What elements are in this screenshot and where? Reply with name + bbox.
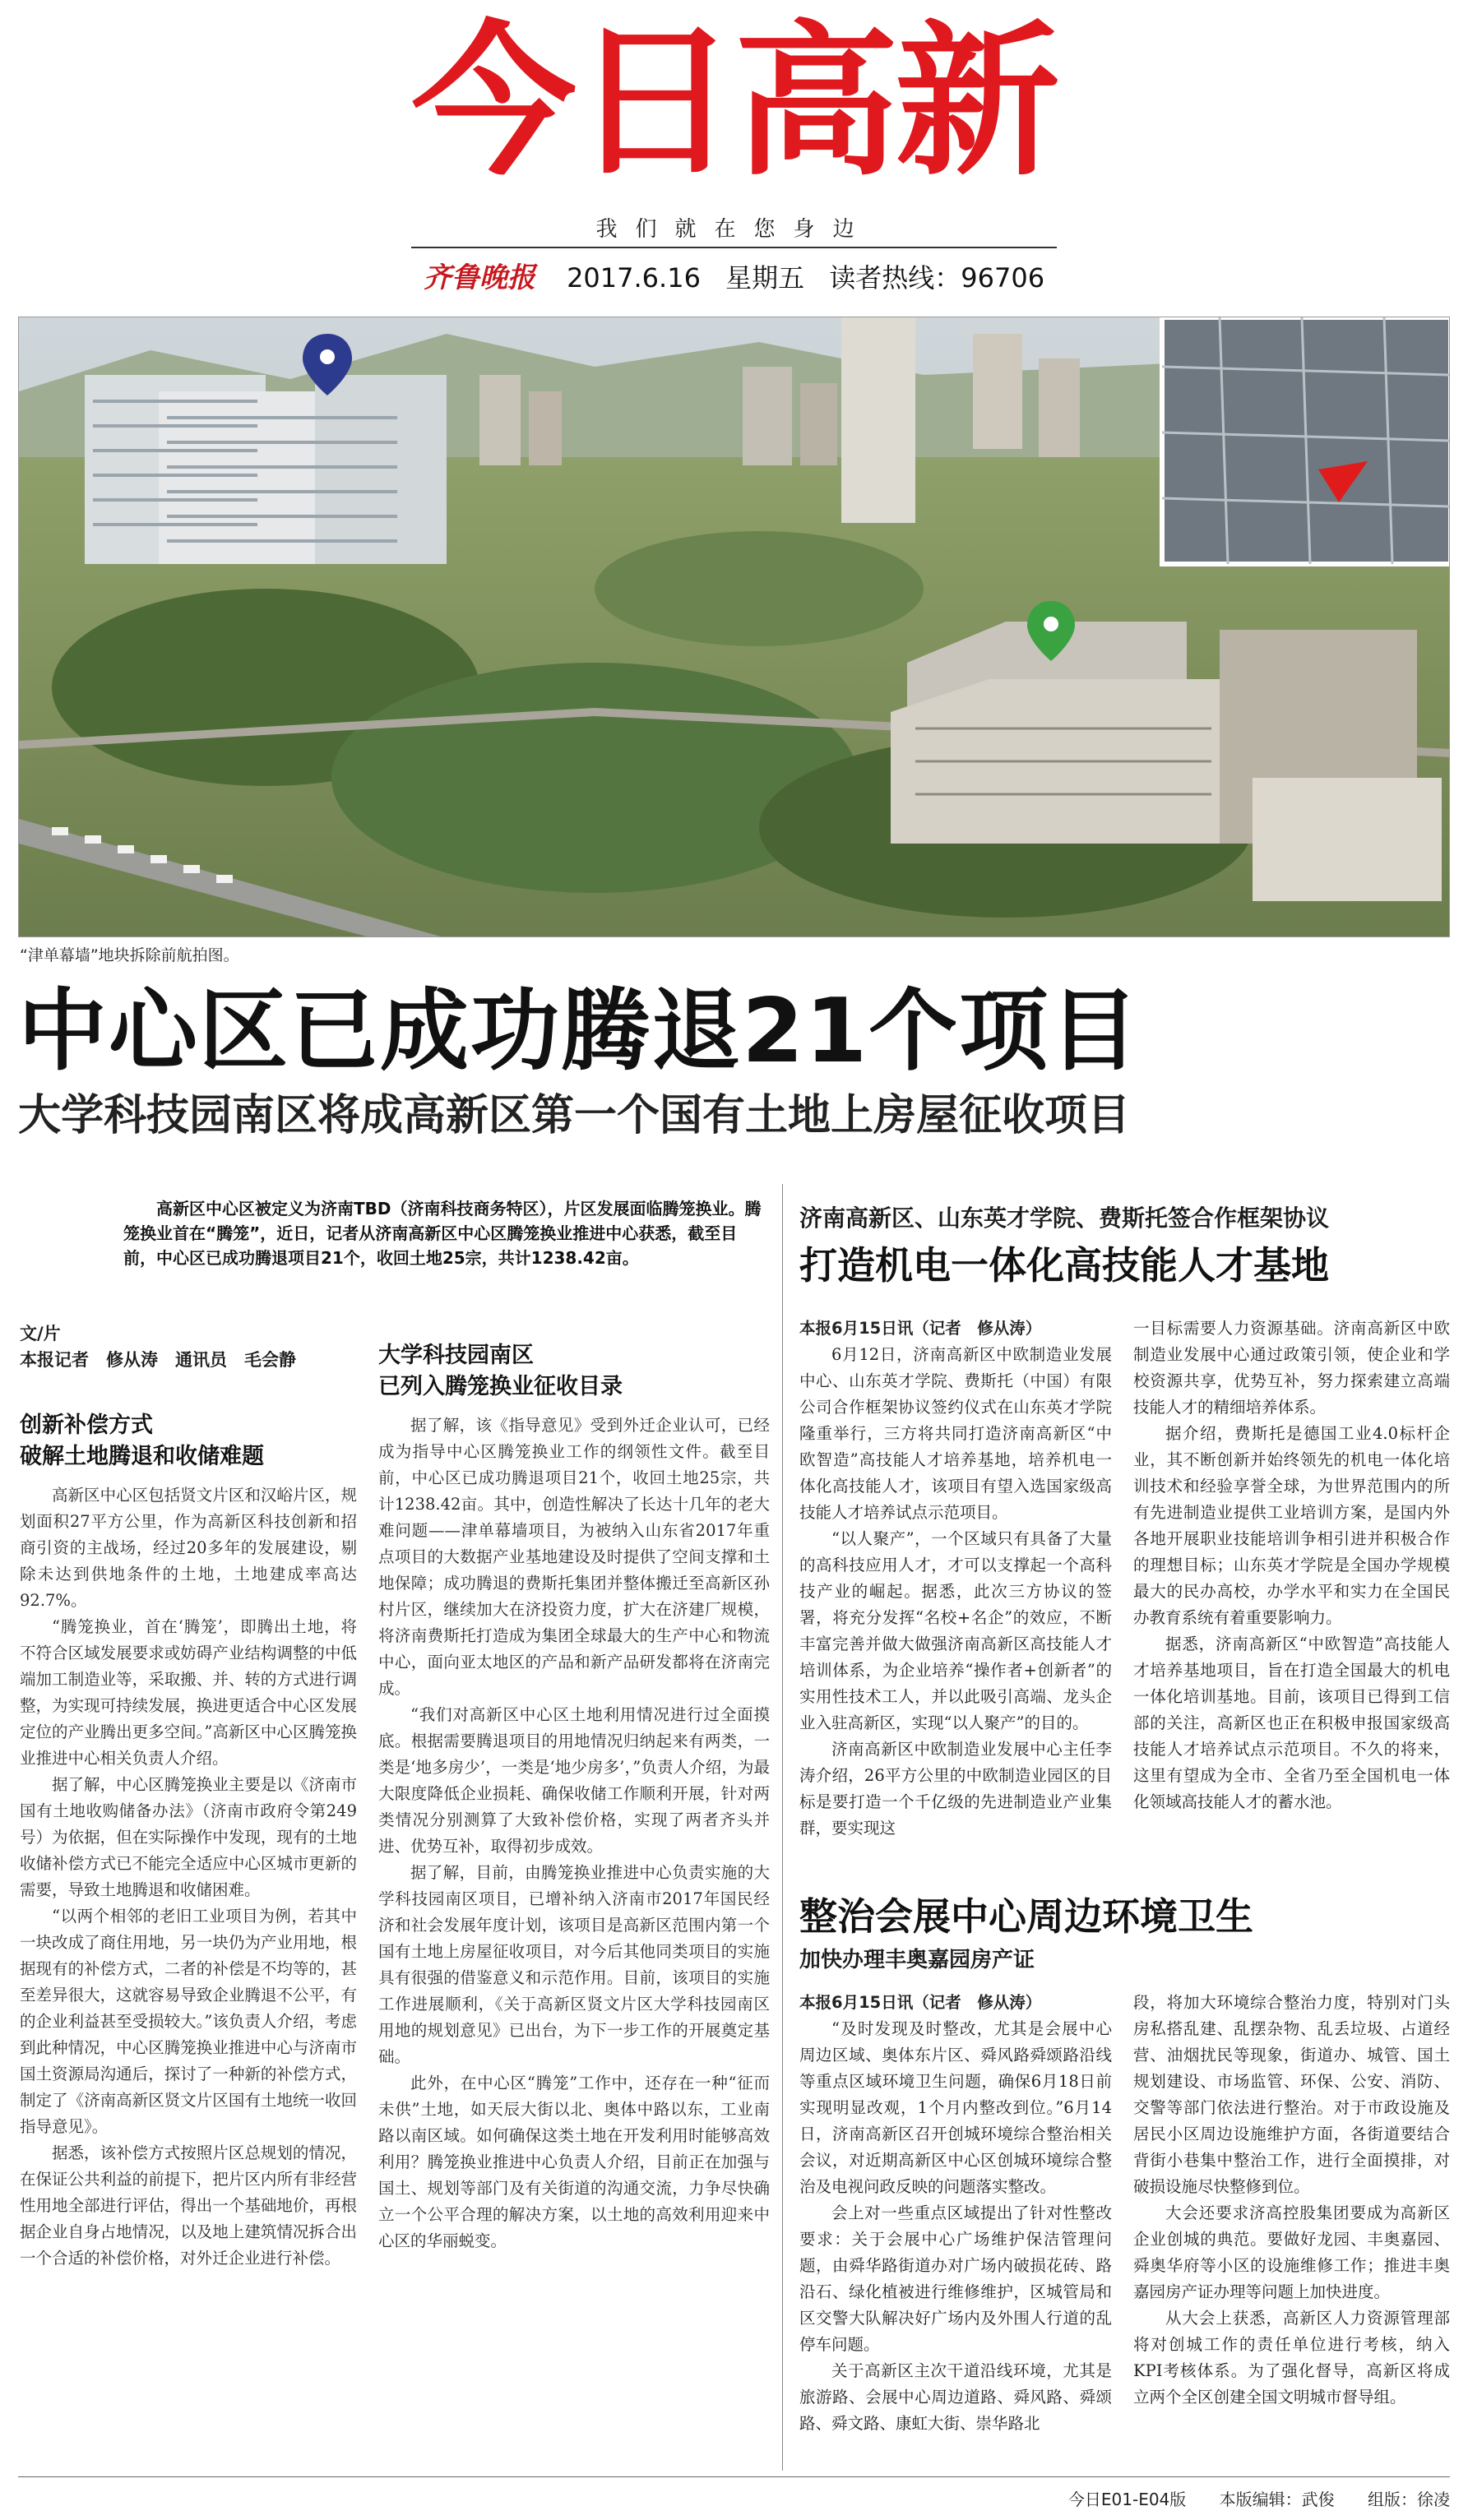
- issue-weekday: 星期五: [725, 262, 805, 294]
- article3-lead-paragraph: [799, 1990, 1112, 2016]
- section1-paragraph: 高新区中心区包括贤文片区和汉峪片区，规划面积27平方公里，作为高新区科技创新和招商引资的主战场，经过20多年的发展建设，剔除未达到供地条件的土地，土地建成率高达92.7%。: [20, 1486, 357, 1610]
- footer-rule: [18, 2476, 1450, 2477]
- section1-paragraph: 据悉，该补偿方式按照片区总规划的情况，在保证公共利益的前提下，把片区内所有非经营性用地全部进行评估，得出一个基础地价，再根据企业自身占地情况，以及地上建筑情况拆合出一个合适的补偿价格，对外迁企业进行补偿。: [20, 2143, 357, 2268]
- article2-paragraph: 6月12日，济南高新区中欧制造业发展中心、山东英才学院、费斯托（中国）有限公司合作框架协议签约仪式在山东英才学院隆重举行，三方将共同打造济南高新区“中欧智造”高技能人才培养基地，培养机电一体化高技能人才，该项目有望入选国家级高技能人才培养试点示范项目。: [799, 1345, 1112, 1522]
- article-column-1: [20, 1410, 357, 2475]
- article3-paragraph: 段，将加大环境综合整治力度，特别对门头房私搭乱建、乱摆杂物、乱丢垃圾、占道经营、油烟扰民等现象，街道办、城管、国土规划建设、市场监管、环保、公安、消防、交警等部门依法进行整治。对于市政设施及居民小区周边设施维护方面，各街道要结合背街小巷集中整治工作，进行全面摸排，对破损设施尽快整修到位。: [1133, 1993, 1450, 2196]
- article2-paragraph: 据介绍，费斯托是德国工业4.0标杆企业，其不断创新并始终领先的机电一体化培训技术和经验享誉全球，为世界范围内的所有先进制造业提供工业培训方案，是国内外各地开展职业技能培训争相引进并积极合作的理想目标；山东英才学院是全国办学规模最大的民办高校，办学水平和实力在全国民办教育系统有着重要影响力。: [1133, 1424, 1450, 1627]
- main-headline: 中心区已成功腾退21个项目: [18, 980, 1141, 1083]
- article3-column-left: [799, 1990, 1112, 2475]
- article2-paragraph: 济南高新区中欧制造业发展中心主任李涛介绍，26平方公里的中欧制造业园区的目标是要打造一个千亿级的先进制造业产业集群，要实现这: [799, 1740, 1112, 1838]
- section1-heading: 创新补偿方式: [20, 1413, 153, 1438]
- article3-paragraph: 会上对一些重点区域提出了针对性整改要求：关于会展中心广场维护保洁管理问题，由舜华路街道办对广场内破损花砖、路沿石、绿化植被进行维修维护，区城管局和区交警大队解决好广场内及外围人行道的乱停车问题。: [799, 2203, 1112, 2354]
- masthead-infobar: [0, 255, 1468, 295]
- masthead-rule: [411, 247, 1057, 248]
- section1-subheading: 破解土地腾退和收储难题: [20, 1444, 264, 1469]
- column-divider: [782, 1184, 783, 2471]
- article2-paragraph: “以人聚产”，一个区域只有具备了大量的高科技应用人才，才可以支撑起一个高科技产业的崛起。据悉，此次三方协议的签署，将充分发挥“名校+名企”的效应，不断丰富完善并做大做强济南高新区高技能人才培训体系，为企业培养“操作者+创新者”的实用性技术工人，并以此吸引高端、龙头企业入驻高新区，实现“以人聚产”的目的。: [799, 1529, 1112, 1732]
- article3-dateline: 本报6月15日讯（记者 修从涛）: [799, 1993, 1042, 2012]
- article3-column-right: [1133, 1990, 1450, 2475]
- section1-paragraph: 据了解，中心区腾笼换业主要是以《济南市国有土地收购储备办法》（济南市政府令第249号）为依据，但在实际操作中发现，现有的土地收储补偿方式已不能完全适应中心区城市更新的需要，导致土地腾退和收储困难。: [20, 1775, 357, 1899]
- main-subhead: 大学科技园南区将成高新区第一个国有土地上房屋征收项目: [18, 1091, 1131, 1140]
- section2-paragraph: 此外，在中心区“腾笼”工作中，还存在一种“征而未供”土地，如天辰大街以北、奥体中路以东，工业南路以南区域。如何确保这类土地在开发利用时能够高效利用？腾笼换业推进中心负责人介绍，目前正在加强与国土、规划等部门及有关街道的沟通交流，力争尽快确立一个公平合理的解决方案，以土地的高效利用迎来中心区的华丽蜕变。: [378, 2074, 770, 2250]
- aerial-photo-illustration: [19, 317, 1450, 937]
- masthead-slogan: 我们就在您身边: [595, 217, 873, 242]
- section2-paragraph: 据了解，目前，由腾笼换业推进中心负责实施的大学科技园南区项目，已增补纳入济南市2017年国民经济和社会发展年度计划，该项目是高新区范围内第一个国有土地上房屋征收项目，对今后其他同类项目的实施具有很强的借鉴意义和示范作用。目前，该项目的实施工作进展顺利，《关于高新区贤文片区大学科技园南区用地的规划意见》已出台，为下一步工作的开展奠定基础。: [378, 1863, 770, 2066]
- issue-date: 2017.6.16: [567, 262, 701, 294]
- byline-label: 文/片: [20, 1324, 61, 1343]
- reader-hotline: 读者热线：96706: [829, 262, 1045, 294]
- brand-logo: 齐鲁晚报: [423, 261, 535, 294]
- section2-subheading: 已列入腾笼换业征收目录: [378, 1374, 623, 1399]
- section2-heading: 大学科技园南区: [378, 1343, 534, 1368]
- article-column-2: [378, 1340, 770, 2475]
- article3-subhead: 加快办理丰奥嘉园房产证: [799, 1948, 1035, 1972]
- masthead-title: 今日高新: [411, 7, 1057, 198]
- article3-paragraph: 大会还要求济高控股集团要成为高新区企业创城的典范。要做好龙园、丰奥嘉园、舜奥华府等小区的设施维修工作；推进丰奥嘉园房产证办理等问题上加快进度。: [1133, 2203, 1450, 2301]
- section2-paragraph: 据了解，该《指导意见》受到外迁企业认可，已经成为指导中心区腾笼换业工作的纲领性文件。截至目前，中心区已成功腾退项目21个，收回土地25宗，共计1238.42亩。其中，创造性解决了长达十几年的老大难问题——津单幕墙项目，为被纳入山东省2017年重点项目的大数据产业基地建设及时提供了空间支撑和土地保障；成功腾退的费斯托集团并整体搬迁至高新区孙村片区，继续加大在济投资力度，扩大在济建厂规模，将济南费斯托打造成为集团全球最大的生产中心和物流中心，面向亚太地区的产品和新产品研发都将在济南完成。: [378, 1416, 770, 1698]
- article2-lead-paragraph: [799, 1315, 1112, 1342]
- article3-paragraph: “及时发现及时整改，尤其是会展中心周边区域、奥体东片区、舜风路舜颂路沿线等重点区域环境卫生问题，确保6月18日前实现明显改观，1个月内整改到位。”6月14日，济南高新区召开创城环境综合整治相关会议，对近期高新区中心区创城环境综合整治及电视问政反映的问题落实整改。: [799, 2019, 1112, 2196]
- byline: 本报记者 修从涛 通讯员 毛会静: [20, 1350, 296, 1370]
- footer-layout: 组版：徐凌: [1368, 2490, 1450, 2509]
- article2-column-right: [1133, 1315, 1450, 1949]
- section1-paragraph: “以两个相邻的老旧工业项目为例，若其中一块改成了商住用地，另一块仍为产业用地，根据现有的补偿方式，二者的补偿是不均等的，甚至差异很大，这就容易导致企业腾退不公平，有的企业利益甚至受损较大。”该负责人介绍，考虑到此种情况，中心区腾笼换业推进中心与济南市国土资源局沟通后，探讨了一种新的补偿方式，制定了《济南高新区贤文片区国有土地统一收回指导意见》。: [20, 1907, 357, 2136]
- article2-paragraph: 据悉，济南高新区“中欧智造”高技能人才培养基地项目，旨在打造全国最大的机电一体化培训基地。目前，该项目已得到工信部的关注，高新区也正在积极申报国家级高技能人才培养试点示范项目。不久的将来，这里有望成为全市、全省乃至全国机电一体化领域高技能人才的蓄水池。: [1133, 1635, 1450, 1811]
- footer-editor: 本版编辑：武俊: [1219, 2490, 1335, 2509]
- photo-caption: “津单幕墙”地块拆除前航拍图。: [20, 946, 239, 964]
- aerial-photo: [18, 317, 1450, 937]
- article2-headline: 打造机电一体化高技能人才基地: [799, 1243, 1329, 1288]
- section1-paragraph: “腾笼换业，首在‘腾笼’，即腾出土地，将不符合区域发展要求或妨碍产业结构调整的中低端加工制造业等，采取搬、并、转的方式进行调整，为实现可持续发展，换进更适合中心区发展定位的产业腾出更多空间。”高新区中心区腾笼换业推进中心相关负责人介绍。: [20, 1617, 357, 1768]
- article2-dateline: 本报6月15日讯（记者 修从涛）: [799, 1319, 1042, 1338]
- article2-paragraph: 一目标需要人力资源基础。济南高新区中欧制造业发展中心通过政策引领，使企业和学校资源共享，优势互补，努力探索建立高端技能人才的精细培养体系。: [1133, 1319, 1450, 1417]
- article3-paragraph: 从大会上获悉，高新区人力资源管理部将对创城工作的责任单位进行考核，纳入KPI考核体系。为了强化督导，高新区将成立两个全区创建全国文明城市督导组。: [1133, 2309, 1450, 2407]
- main-lead: 高新区中心区被定义为济南TBD（济南科技商务特区），片区发展面临腾笼换业。腾笼换业首在“腾笼”，近日，记者从济南高新区中心区腾笼换业推进中心获悉，截至目前，中心区已成功腾退项目21个，收回土地25宗，共计1238.42亩。: [123, 1199, 762, 1268]
- article2-kicker: 济南高新区、山东英才学院、费斯托签合作框架协议: [799, 1205, 1330, 1232]
- article3-paragraph: 关于高新区主次干道沿线环境，尤其是旅游路、会展中心周边道路、舜风路、舜颂路、舜文路、康虹大街、崇华路北: [799, 2361, 1112, 2433]
- article2-column-left: [799, 1315, 1112, 1949]
- section2-paragraph: “我们对高新区中心区土地利用情况进行过全面摸底。根据需要腾退项目的用地情况归纳起来有两类，一类是‘地多房少’，一类是‘地少房多’，”负责人介绍，为最大限度降低企业损耗、确保收储工作顺利开展，针对两类情况分别测算了大致补偿价格，实现了两者齐头并进、优势互补，取得初步成效。: [378, 1705, 770, 1856]
- page-footer: [1040, 2486, 1450, 2510]
- article3-headline: 整治会展中心周边环境卫生: [799, 1894, 1253, 1939]
- footer-edition: 今日E01-E04版: [1067, 2490, 1187, 2509]
